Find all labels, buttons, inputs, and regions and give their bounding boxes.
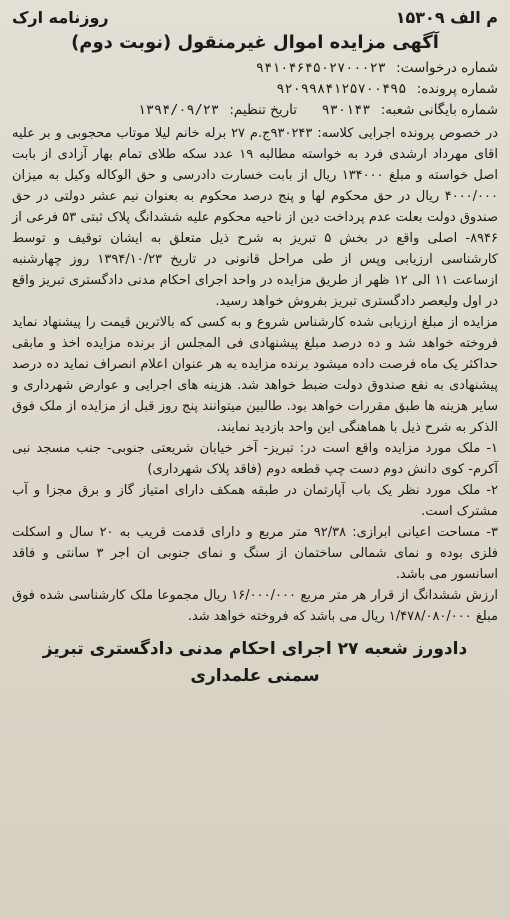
issue-code: م الف ۱۵۳۰۹ xyxy=(395,8,498,27)
paragraph-valuation: ارزش ششدانگ از قرار هر متر مربع ۱۶/۰۰۰/۰۰۰ ریال مجموعا ملک کارشناسی شده فوق مبلغ ۱/۴۷۸/۰۸۰/۰۰۰ ریال می باشد که فروخته خواهد شد. xyxy=(12,588,498,624)
paragraph-property-location: ۱- ملک مورد مزایده واقع است در: تبریز- آخر خیابان شریعتی جنوبی- جنب مسجد نبی آکرم- کوی دانش دوم دست چپ قطعه دوم (فاقد پلاک شهرداری) xyxy=(12,441,498,477)
clipping-header xyxy=(12,6,498,30)
issue-date-value: ۱۳۹۴/۰۹/۲۳ xyxy=(137,102,220,118)
newspaper-name: روزنامه ارک xyxy=(12,8,109,27)
archive-number-label: شماره بایگانی شعبه: xyxy=(380,102,498,118)
notice-title: آگهی مزایده اموال غیرمنقول (نوبت دوم) xyxy=(71,32,439,53)
signatory-office: دادورز شعبه ۲۷ اجرای احکام مدنی دادگستری تبریز xyxy=(42,639,468,659)
paragraph-property-area: ۳- مساحت اعیانی ابرازی: ۹۲/۳۸ متر مربع و دارای قدمت قریب به ۲۰ سال و اسکلت فلزی بوده و نمای شمالی ساختمان از سنگ و نمای جنوبی ان اجر ۳ سانتی و فاقد اسانسور می باشد. xyxy=(12,525,498,582)
signature-block xyxy=(12,635,498,689)
request-number-line xyxy=(12,58,498,79)
paragraph-case-details: در خصوص پرونده اجرایی کلاسه: ۹۳۰۲۴۳ج.م ۲۷ برله خانم لیلا موتاب محجوبی و بر علیه اقای مهرداد ارشدی فرد به خواسته مطالبه ۱۹ عدد سکه طلای تمام بهار آزادی از بابت اصل خواسته و مبلغ ۱۳۴۰۰۰ ریال از بابت خسارت دادرسی و حق الوکاله وکیل به میزان ۴۰۰۰/۰۰۰ ریال در حق محکوم لها و پنج درصد محکوم به بعنوان نیم عشر دولتی در حق صندوق دولت بعلت عدم پرداخت دین از ناحیه محکوم علیه ششدانگ پلاک ثبتی ۵۳ فرعی از ۸۹۴۶- اصلی واقع در بخش ۵ تبریز به شرح ذیل متعلق به ایشان توقیف و توسط کارشناسی ارزیابی وپس از طی مراحل قانونی در تاریخ ۱۳۹۴/۱۰/۲۳ روز چهارشنبه ازساعت ۱۱ الی ۱۲ ظهر از طریق مزایده در واحد اجرای احکام مدنی دادگستری تبریز واقع در اول ولیعصر دادگستری تبریز بفروش خواهد رسید. xyxy=(12,126,499,309)
paragraph-property-type: ۲- ملک مورد نظر یک باب آپارتمان در طبقه همکف دارای امتیاز گاز و برق مجزا و آب مشترک است. xyxy=(12,483,498,519)
issue-date-label: تاریخ تنظیم: xyxy=(229,102,298,118)
paragraph-auction-terms: مزایده از مبلغ ارزیابی شده کارشناس شروع و به کسی که بالاترین قیمت را پیشنهاد نماید فروخته خواهد شد و ده درصد مبلغ پیشنهادی فی المجلس از برنده مزایده اخذ و مابقی حداکثر یک ماه فرصت داده میشود برنده مزایده به هر عنوان اعلام انصراف نماید ده درصد پیشنهادی به نفع صندوق دولت ضبط خواهد شد. هزینه های اجرایی و عوارض شهرداری و سایر هزینه ها طبق مقررات خواهد بود. طالبین میتوانند پنج روز قبل از مزایده از ملک فوق الذکر به شرح ذیل با هماهنگی این واحد بازدید نمایند. xyxy=(12,315,498,435)
archive-number-value: ۹۳۰۱۴۳ xyxy=(321,102,371,118)
case-number-value: ۹۲۰۹۹۸۴۱۲۵۷۰۰۴۹۵ xyxy=(276,81,407,97)
notice-body xyxy=(12,123,498,627)
request-number-label: شماره درخواست: xyxy=(396,60,498,76)
case-number-line xyxy=(12,79,498,100)
case-number-label: شماره پرونده: xyxy=(416,81,498,97)
archive-date-line xyxy=(12,100,498,121)
request-number-value: ۹۴۱۰۴۶۴۵۰۲۷۰۰۰۲۳ xyxy=(255,60,386,76)
signatory-name: سمنی علمداری xyxy=(190,666,320,686)
